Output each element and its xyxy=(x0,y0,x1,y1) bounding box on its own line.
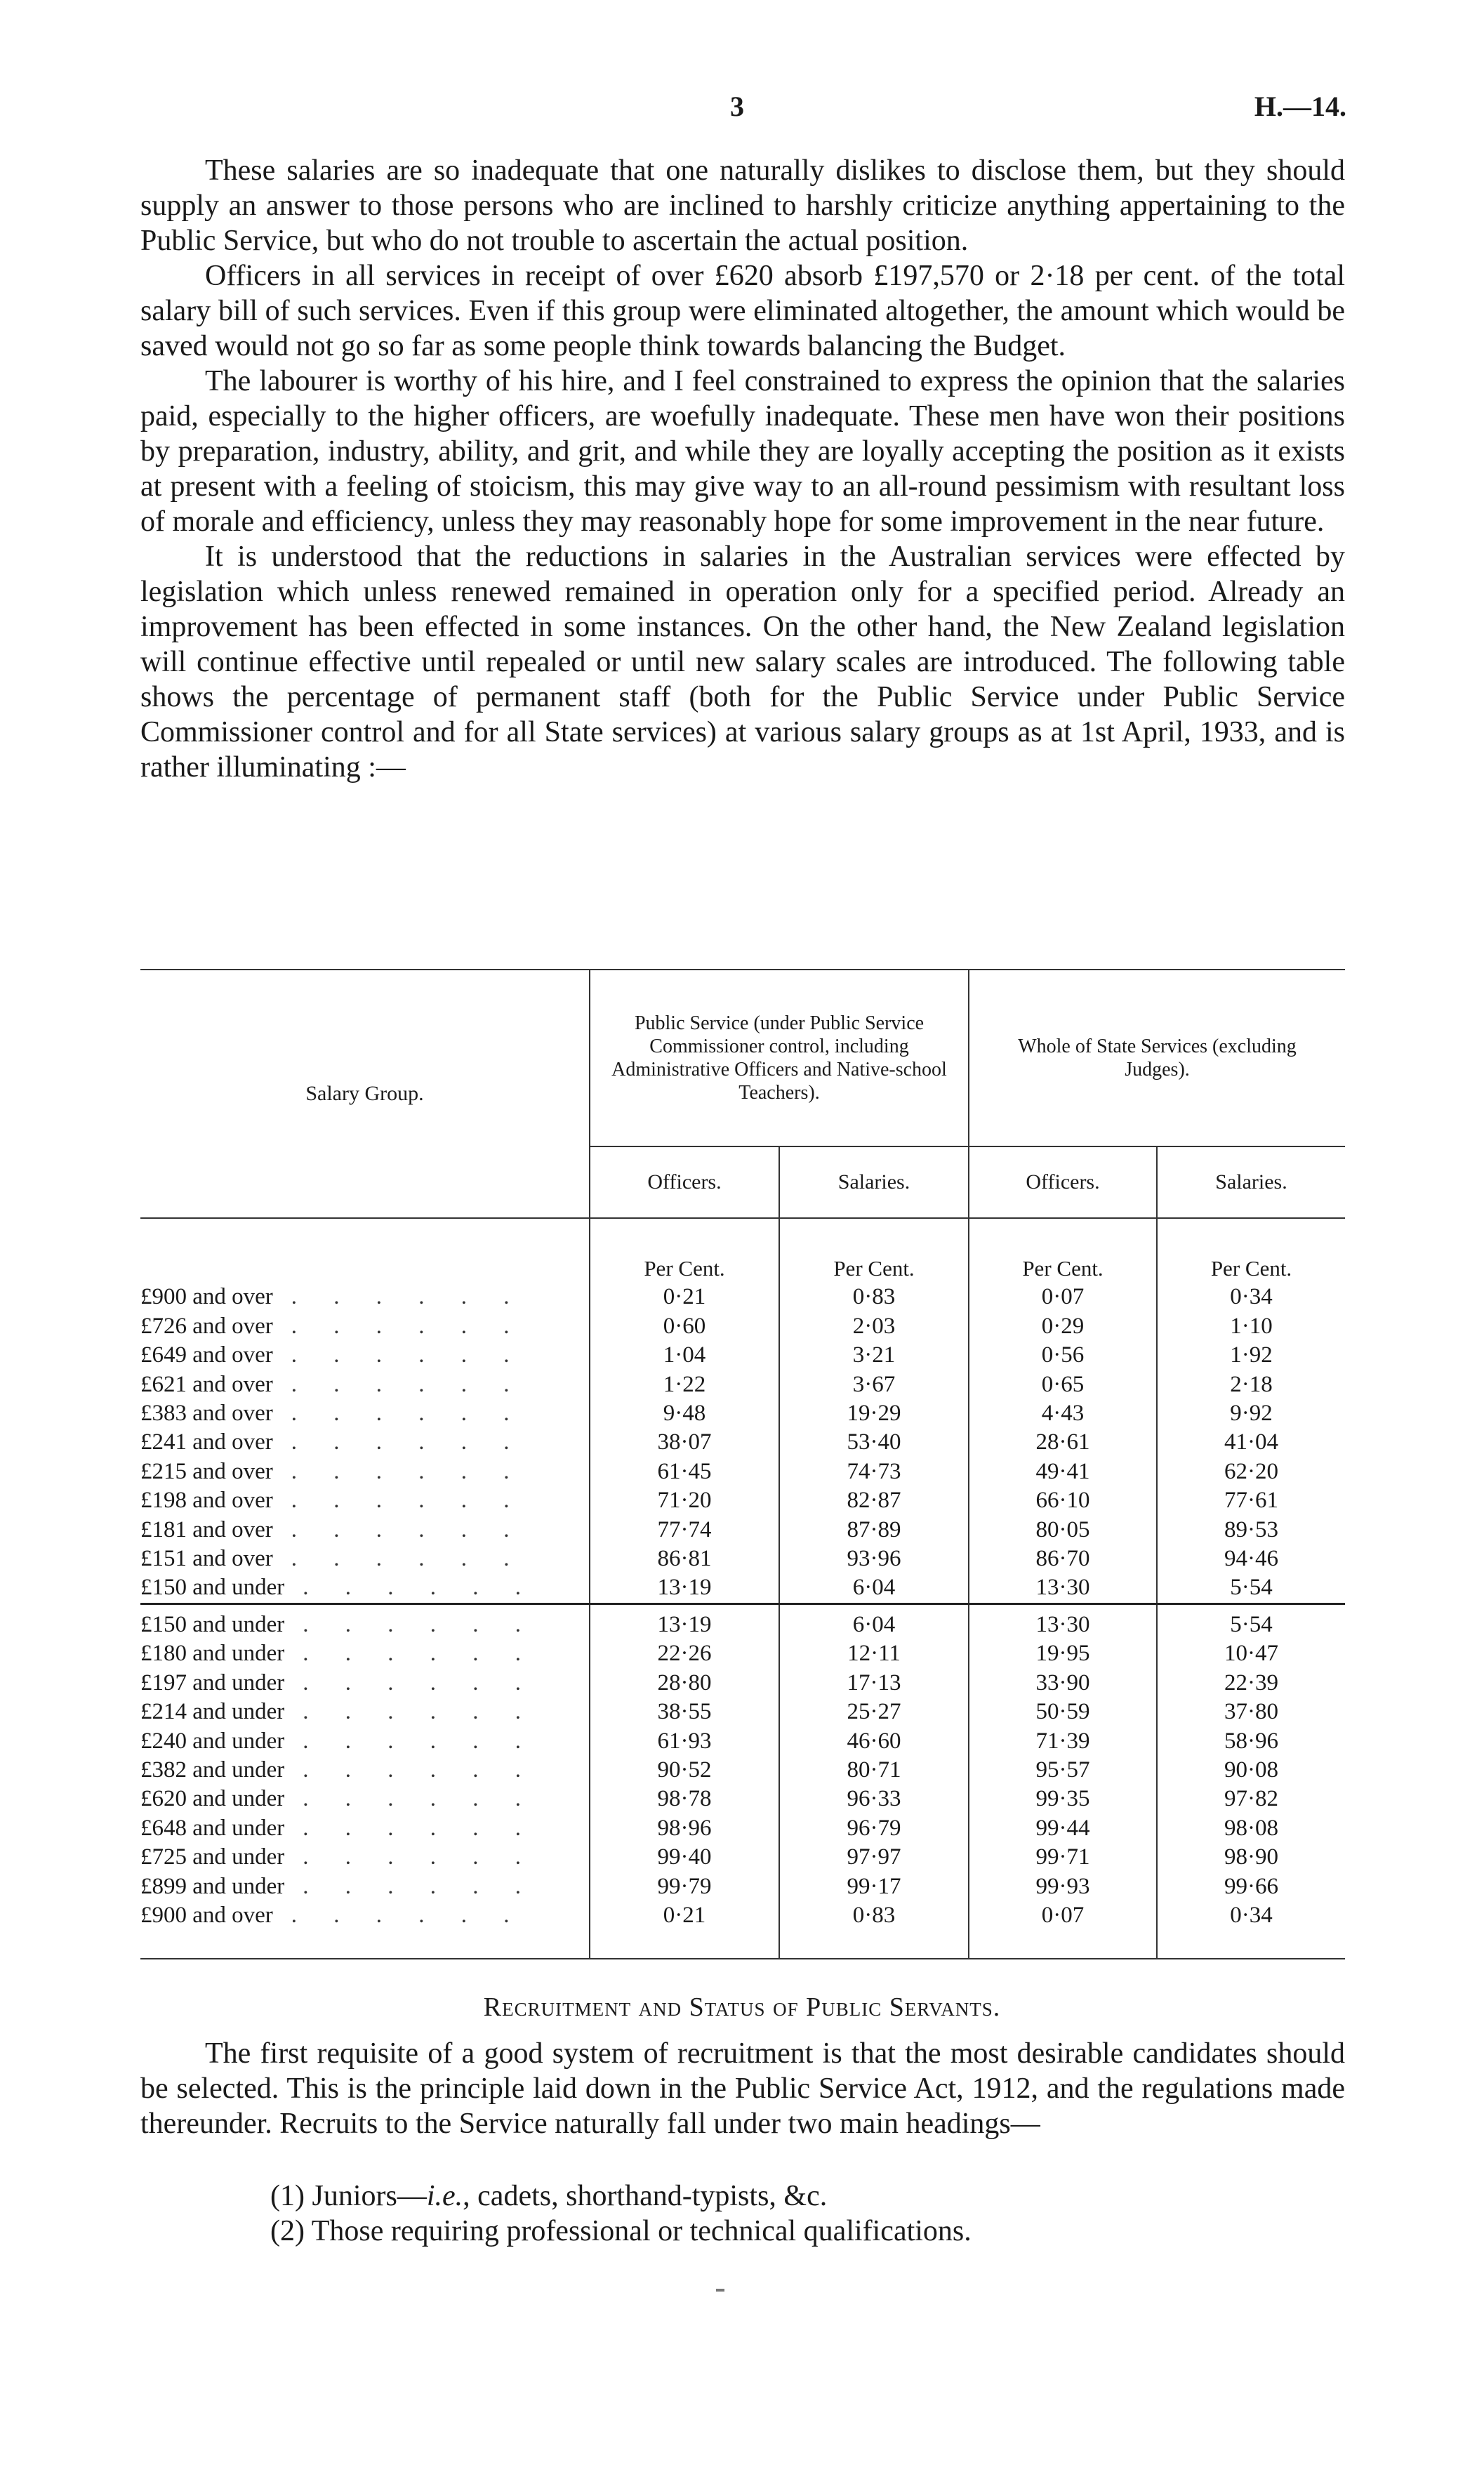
ss-salaries-value: 77·61 xyxy=(1157,1486,1345,1515)
ps-officers-value: 99·40 xyxy=(590,1843,779,1872)
leader-dots: . . . . . . xyxy=(291,1429,525,1455)
salary-group-text: £150 and under xyxy=(140,1575,285,1601)
leader-dots: . . . . . . xyxy=(291,1488,525,1514)
table-row xyxy=(140,1486,1345,1515)
leader-dots: . . . . . . xyxy=(303,1641,537,1667)
page-header xyxy=(0,90,1484,132)
leader-dots: . . . . . . xyxy=(291,1313,525,1339)
ps-officers-value: 99·79 xyxy=(590,1872,779,1901)
public-service-header: Public Service (under Public Service Commissioner control, including Administrative Officers and Native-school Teachers). xyxy=(590,970,969,1146)
page-number: 3 xyxy=(730,91,744,122)
ps-salaries-value: 97·97 xyxy=(779,1843,969,1872)
leader-dots: . . . . . . xyxy=(291,1342,525,1368)
salary-group-label xyxy=(140,1727,590,1756)
body-text xyxy=(140,153,1345,785)
ss-officers-value: 80·05 xyxy=(969,1516,1157,1545)
section-body xyxy=(140,2036,1345,2141)
ps-salaries-value: 17·13 xyxy=(779,1669,969,1698)
salary-group-label xyxy=(140,1872,590,1901)
ss-officers-value: 13·30 xyxy=(969,1573,1157,1604)
leader-dots: . . . . . . xyxy=(303,1575,537,1601)
ss-salaries-value: 98·90 xyxy=(1157,1843,1345,1872)
ss-officers-value: 0·29 xyxy=(969,1312,1157,1341)
ps-officers-value: 38·55 xyxy=(590,1698,779,1726)
ps-officers-value: 9·48 xyxy=(590,1399,779,1428)
ss-salaries-value: 22·39 xyxy=(1157,1669,1345,1698)
salary-group-label xyxy=(140,1669,590,1698)
salary-group-text: £151 and over xyxy=(140,1546,273,1572)
salary-group-label xyxy=(140,1901,590,1930)
leader-dots: . . . . . . xyxy=(291,1371,525,1397)
salary-group-label xyxy=(140,1457,590,1486)
salary-group-text: £198 and over xyxy=(140,1488,273,1514)
leader-dots: . . . . . . xyxy=(303,1815,537,1841)
salary-group-label xyxy=(140,1843,590,1872)
ss-officers-value: 0·07 xyxy=(969,1901,1157,1930)
salary-group-label xyxy=(140,1785,590,1813)
ps-salaries-value: 82·87 xyxy=(779,1486,969,1515)
ps-officers-value: 22·26 xyxy=(590,1639,779,1668)
salary-group-label xyxy=(140,1370,590,1399)
leader-dots: . . . . . . xyxy=(303,1728,537,1754)
salary-group-label xyxy=(140,1486,590,1515)
table-row xyxy=(140,1727,1345,1756)
ss-officers-value: 66·10 xyxy=(969,1486,1157,1515)
ss-officers-value: 0·56 xyxy=(969,1341,1157,1370)
salary-group-text: £900 and over xyxy=(140,1902,273,1928)
ps-officers-value: 0·60 xyxy=(590,1312,779,1341)
table-row xyxy=(140,1872,1345,1901)
salary-group-text: £620 and under xyxy=(140,1786,285,1812)
paragraph: It is understood that the reductions in salaries in the Australian services were effected by legislation which unless renewed remained in operation only for a specified period. Already an improvement has been effected in some instances. On the other hand, the New Zealand legislation will continue effective until repealed or until new salary scales are introduced. The following table shows the percentage of permanent staff (both for the Public Service under Public Service Commissioner control and for all State services) at various salary groups as at 1st April, 1933, and is rather illuminating :— xyxy=(140,541,1345,784)
salary-group-text: £621 and over xyxy=(140,1371,273,1397)
ss-salaries-value: 9·92 xyxy=(1157,1399,1345,1428)
ss-officers-value: 0·65 xyxy=(969,1370,1157,1399)
leader-dots: . . . . . . xyxy=(291,1401,525,1427)
list-text-emphasis: i.e. xyxy=(426,2180,463,2212)
ss-officers-value: 71·39 xyxy=(969,1727,1157,1756)
ss-salaries-value: 2·18 xyxy=(1157,1370,1345,1399)
ps-salaries-value: 87·89 xyxy=(779,1516,969,1545)
ps-salaries-value: 19·29 xyxy=(779,1399,969,1428)
ps-salaries-header: Salaries. xyxy=(779,1146,969,1218)
table-row xyxy=(140,1312,1345,1341)
ps-salaries-value: 96·79 xyxy=(779,1814,969,1843)
headings-list xyxy=(270,2179,972,2249)
table-row xyxy=(140,1843,1345,1872)
leader-dots: . . . . . . xyxy=(303,1873,537,1899)
ss-salaries-value: 5·54 xyxy=(1157,1604,1345,1639)
salary-group-text: £240 and under xyxy=(140,1728,285,1754)
ss-salaries-value: 37·80 xyxy=(1157,1698,1345,1726)
ss-officers-value: 49·41 xyxy=(969,1457,1157,1486)
unit-label: Per Cent. xyxy=(779,1218,969,1283)
ps-salaries-value: 99·17 xyxy=(779,1872,969,1901)
ss-officers-value: 99·71 xyxy=(969,1843,1157,1872)
ps-officers-value: 90·52 xyxy=(590,1756,779,1785)
salary-group-label xyxy=(140,1573,590,1604)
salary-group-label xyxy=(140,1814,590,1843)
leader-dots: . . . . . . xyxy=(303,1699,537,1725)
salary-group-label xyxy=(140,1283,590,1311)
printer-mark xyxy=(716,2289,724,2292)
salary-group-table xyxy=(140,969,1345,1959)
salary-group-text: £382 and under xyxy=(140,1757,285,1783)
ss-salaries-value: 0·34 xyxy=(1157,1283,1345,1311)
table-row xyxy=(140,1516,1345,1545)
salary-group-text: £181 and over xyxy=(140,1516,273,1542)
salary-group-text: £215 and over xyxy=(140,1458,273,1484)
leader-dots: . . . . . . xyxy=(291,1546,525,1572)
salary-group-label xyxy=(140,1516,590,1545)
ss-officers-value: 33·90 xyxy=(969,1669,1157,1698)
ps-officers-value: 0·21 xyxy=(590,1901,779,1930)
ss-salaries-value: 98·08 xyxy=(1157,1814,1345,1843)
ss-officers-value: 28·61 xyxy=(969,1428,1157,1457)
ps-officers-header: Officers. xyxy=(590,1146,779,1218)
ss-salaries-header: Salaries. xyxy=(1157,1146,1345,1218)
ps-officers-value: 98·96 xyxy=(590,1814,779,1843)
list-item xyxy=(270,2179,972,2214)
salary-group-text: £180 and under xyxy=(140,1641,285,1667)
ps-officers-value: 1·22 xyxy=(590,1370,779,1399)
leader-dots: . . . . . . xyxy=(291,1284,525,1310)
list-text: Those requiring professional or technical qualifications. xyxy=(311,2215,972,2247)
salary-group-label xyxy=(140,1756,590,1785)
table-row xyxy=(140,1698,1345,1726)
ss-salaries-value: 94·46 xyxy=(1157,1545,1345,1573)
ss-salaries-value: 97·82 xyxy=(1157,1785,1345,1813)
salary-group-text: £649 and over xyxy=(140,1342,273,1368)
ps-salaries-value: 3·21 xyxy=(779,1341,969,1370)
table-row xyxy=(140,1756,1345,1785)
list-number: (1) xyxy=(270,2180,305,2212)
ps-salaries-value: 25·27 xyxy=(779,1698,969,1726)
ss-officers-value: 4·43 xyxy=(969,1399,1157,1428)
ss-salaries-value: 89·53 xyxy=(1157,1516,1345,1545)
ps-salaries-value: 12·11 xyxy=(779,1639,969,1668)
ps-salaries-value: 53·40 xyxy=(779,1428,969,1457)
ss-salaries-value: 62·20 xyxy=(1157,1457,1345,1486)
table-row xyxy=(140,1457,1345,1486)
salary-group-text: £383 and over xyxy=(140,1401,273,1427)
ss-salaries-value: 5·54 xyxy=(1157,1573,1345,1604)
salary-group-text: £725 and under xyxy=(140,1844,285,1870)
ss-officers-value: 86·70 xyxy=(969,1545,1157,1573)
ss-officers-value: 99·35 xyxy=(969,1785,1157,1813)
salary-group-text: £241 and over xyxy=(140,1429,273,1455)
salary-group-text: £900 and over xyxy=(140,1284,273,1310)
table-row xyxy=(140,1399,1345,1428)
ps-salaries-value: 3·67 xyxy=(779,1370,969,1399)
leader-dots: . . . . . . xyxy=(291,1902,525,1928)
ps-officers-value: 71·20 xyxy=(590,1486,779,1515)
salary-group-label xyxy=(140,1428,590,1457)
ss-officers-value: 0·07 xyxy=(969,1283,1157,1311)
ps-officers-value: 86·81 xyxy=(590,1545,779,1573)
salary-group-label xyxy=(140,1312,590,1341)
table-row xyxy=(140,1341,1345,1370)
salary-group-text: £726 and over xyxy=(140,1313,273,1339)
ss-salaries-value: 10·47 xyxy=(1157,1639,1345,1668)
ps-officers-value: 61·45 xyxy=(590,1457,779,1486)
ps-salaries-value: 96·33 xyxy=(779,1785,969,1813)
ps-salaries-value: 80·71 xyxy=(779,1756,969,1785)
leader-dots: . . . . . . xyxy=(303,1611,537,1637)
salary-group-label xyxy=(140,1639,590,1668)
table-row xyxy=(140,1428,1345,1457)
ps-officers-value: 28·80 xyxy=(590,1669,779,1698)
salary-group-label xyxy=(140,1545,590,1573)
paragraph: Officers in all services in receipt of over £620 absorb £197,570 or 2·18 per cent. of the total salary bill of such services. Even if this group were eliminated altogether, the amount which would be saved would not go so far as some people think towards balancing the Budget. xyxy=(140,260,1345,362)
ps-salaries-value: 74·73 xyxy=(779,1457,969,1486)
ss-salaries-value: 0·34 xyxy=(1157,1901,1345,1930)
table-row xyxy=(140,1283,1345,1311)
table-row xyxy=(140,1901,1345,1930)
table-row xyxy=(140,1604,1345,1639)
document-code: H.—14. xyxy=(1254,91,1346,122)
unit-label: Per Cent. xyxy=(969,1218,1157,1283)
unit-label: Per Cent. xyxy=(590,1218,779,1283)
leader-dots: . . . . . . xyxy=(303,1670,537,1695)
leader-dots: . . . . . . xyxy=(291,1516,525,1542)
state-services-header: Whole of State Services (excluding Judges). xyxy=(969,970,1345,1146)
salary-group-label xyxy=(140,1399,590,1428)
ps-salaries-value: 6·04 xyxy=(779,1604,969,1639)
list-item xyxy=(270,2214,972,2249)
ps-officers-value: 13·19 xyxy=(590,1604,779,1639)
salary-group-text: £214 and under xyxy=(140,1699,285,1725)
paragraph: The labourer is worthy of his hire, and I feel constrained to express the opinion that the salaries paid, especially to the higher officers, are woefully inadequate. These men have won their positions by preparation, industry, ability, and grit, and while they are loyally accepting the position as it exists at present with a feeling of stoicism, this may give way to an all-round pessimism with resultant loss of morale and efficiency, unless they may reasonably hope for some improvement in the near future. xyxy=(140,365,1345,538)
ps-salaries-value: 0·83 xyxy=(779,1283,969,1311)
table-row xyxy=(140,1573,1345,1604)
ss-salaries-value: 58·96 xyxy=(1157,1727,1345,1756)
table-row xyxy=(140,1370,1345,1399)
paragraph: The first requisite of a good system of recruitment is that the most desirable candidates should be selected. This is the principle laid down in the Public Service Act, 1912, and the regulations made thereunder. Recruits to the Service naturally fall under two main headings— xyxy=(140,2037,1345,2140)
list-text: Juniors— xyxy=(312,2180,427,2212)
ps-officers-value: 13·19 xyxy=(590,1573,779,1604)
paragraph: These salaries are so inadequate that one naturally dislikes to disclose them, but they should supply an answer to those persons who are inclined to harshly criticize anything appertaining to the Public Service, but who do not trouble to ascertain the actual position. xyxy=(140,154,1345,257)
ss-officers-value: 99·93 xyxy=(969,1872,1157,1901)
ps-salaries-value: 2·03 xyxy=(779,1312,969,1341)
salary-group-text: £150 and under xyxy=(140,1611,285,1637)
salary-group-text: £899 and under xyxy=(140,1873,285,1899)
salary-group-header: Salary Group. xyxy=(140,970,590,1218)
salary-group-label xyxy=(140,1698,590,1726)
section-heading: Recruitment and Status of Public Servants. xyxy=(483,1992,1001,2022)
ss-officers-value: 19·95 xyxy=(969,1639,1157,1668)
ps-officers-value: 98·78 xyxy=(590,1785,779,1813)
ss-officers-value: 95·57 xyxy=(969,1756,1157,1785)
ps-salaries-value: 6·04 xyxy=(779,1573,969,1604)
table-row xyxy=(140,1669,1345,1698)
ss-salaries-value: 1·10 xyxy=(1157,1312,1345,1341)
leader-dots: . . . . . . xyxy=(303,1757,537,1783)
ss-salaries-value: 1·92 xyxy=(1157,1341,1345,1370)
table-row xyxy=(140,1545,1345,1573)
salary-group-text: £197 and under xyxy=(140,1670,285,1695)
ps-salaries-value: 0·83 xyxy=(779,1901,969,1930)
ss-salaries-value: 90·08 xyxy=(1157,1756,1345,1785)
ps-salaries-value: 93·96 xyxy=(779,1545,969,1573)
ss-salaries-value: 41·04 xyxy=(1157,1428,1345,1457)
ps-officers-value: 61·93 xyxy=(590,1727,779,1756)
ps-officers-value: 0·21 xyxy=(590,1283,779,1311)
ps-officers-value: 38·07 xyxy=(590,1428,779,1457)
leader-dots: . . . . . . xyxy=(291,1458,525,1484)
table-row xyxy=(140,1814,1345,1843)
unit-label: Per Cent. xyxy=(1157,1218,1345,1283)
ps-officers-value: 1·04 xyxy=(590,1341,779,1370)
list-text: , cadets, shorthand-typists, &c. xyxy=(463,2180,828,2212)
ss-officers-value: 99·44 xyxy=(969,1814,1157,1843)
ps-salaries-value: 46·60 xyxy=(779,1727,969,1756)
ps-officers-value: 77·74 xyxy=(590,1516,779,1545)
table-row xyxy=(140,1785,1345,1813)
leader-dots: . . . . . . xyxy=(303,1844,537,1870)
list-number: (2) xyxy=(270,2215,305,2247)
ss-officers-value: 13·30 xyxy=(969,1604,1157,1639)
salary-group-label xyxy=(140,1604,590,1639)
ss-officers-value: 50·59 xyxy=(969,1698,1157,1726)
salary-group-label xyxy=(140,1341,590,1370)
leader-dots: . . . . . . xyxy=(303,1786,537,1812)
ss-officers-header: Officers. xyxy=(969,1146,1157,1218)
table-row xyxy=(140,1639,1345,1668)
ss-salaries-value: 99·66 xyxy=(1157,1872,1345,1901)
table-bottom-rule xyxy=(140,1930,1345,1959)
salary-group-text: £648 and under xyxy=(140,1815,285,1841)
